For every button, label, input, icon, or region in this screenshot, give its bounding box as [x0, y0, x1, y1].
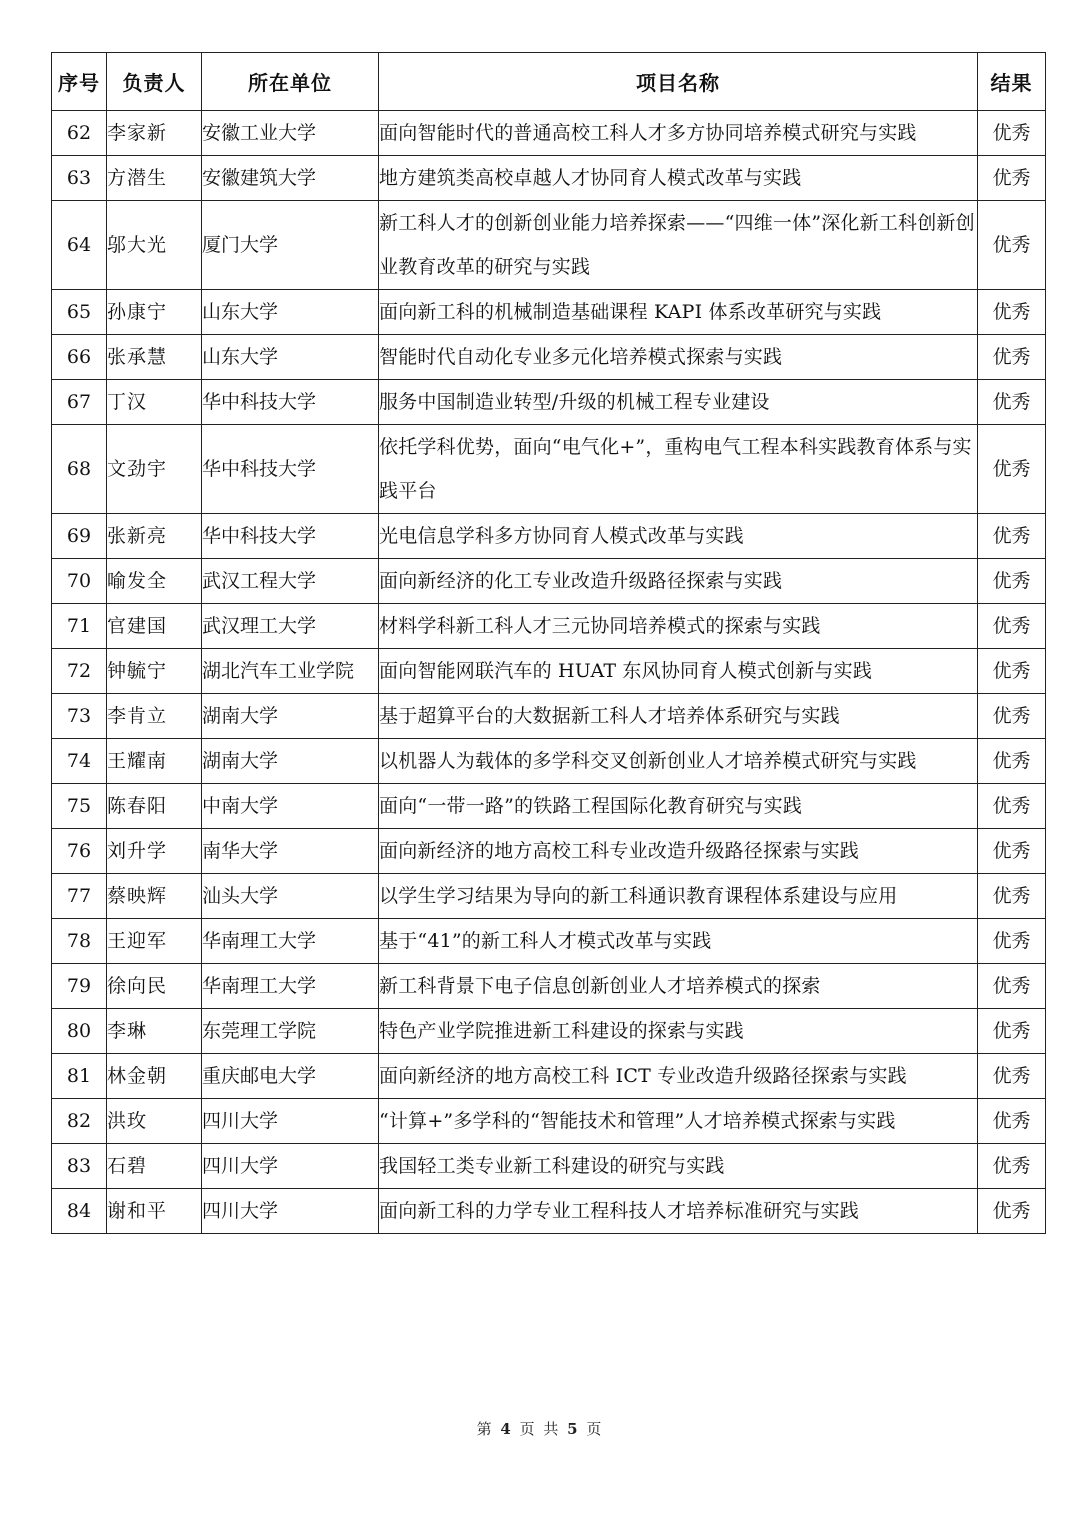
row-unit: 汕头大学 — [202, 874, 379, 919]
table-row — [52, 380, 1046, 425]
row-unit: 安徽建筑大学 — [202, 156, 379, 201]
row-result: 优秀 — [978, 919, 1046, 964]
row-result: 优秀 — [978, 874, 1046, 919]
row-project-title: 光电信息学科多方协同育人模式改革与实践 — [379, 514, 978, 559]
row-person: 陈春阳 — [107, 784, 202, 829]
row-project-title: 面向新工科的力学专业工程科技人才培养标准研究与实践 — [379, 1189, 978, 1234]
row-person: 文劲宇 — [107, 425, 202, 514]
row-person: 蔡映辉 — [107, 874, 202, 919]
row-number: 67 — [52, 380, 107, 425]
footer-current-page: 4 — [500, 1420, 513, 1438]
row-person: 刘升学 — [107, 829, 202, 874]
row-unit: 湖北汽车工业学院 — [202, 649, 379, 694]
row-project-title: 以机器人为载体的多学科交叉创新创业人才培养模式研究与实践 — [379, 739, 978, 784]
row-number: 72 — [52, 649, 107, 694]
row-result: 优秀 — [978, 1144, 1046, 1189]
table-row — [52, 111, 1046, 156]
row-number: 75 — [52, 784, 107, 829]
table-row — [52, 290, 1046, 335]
row-project-title: 依托学科优势，面向“电气化+”，重构电气工程本科实践教育体系与实践平台 — [379, 425, 978, 514]
row-unit: 中南大学 — [202, 784, 379, 829]
row-project-title: 智能时代自动化专业多元化培养模式探索与实践 — [379, 335, 978, 380]
row-person: 钟毓宁 — [107, 649, 202, 694]
row-result: 优秀 — [978, 156, 1046, 201]
table-row — [52, 604, 1046, 649]
table-row — [52, 1099, 1046, 1144]
row-project-title: 基于超算平台的大数据新工科人才培养体系研究与实践 — [379, 694, 978, 739]
row-person: 丁汉 — [107, 380, 202, 425]
row-result: 优秀 — [978, 739, 1046, 784]
table-row — [52, 964, 1046, 1009]
row-unit: 四川大学 — [202, 1189, 379, 1234]
row-unit: 华南理工大学 — [202, 964, 379, 1009]
row-number: 78 — [52, 919, 107, 964]
row-result: 优秀 — [978, 694, 1046, 739]
row-unit: 重庆邮电大学 — [202, 1054, 379, 1099]
row-person: 石碧 — [107, 1144, 202, 1189]
row-unit: 湖南大学 — [202, 739, 379, 784]
table-row — [52, 739, 1046, 784]
header-title: 项目名称 — [379, 53, 978, 111]
row-number: 68 — [52, 425, 107, 514]
footer-prefix: 第 — [476, 1420, 494, 1438]
row-result: 优秀 — [978, 964, 1046, 1009]
row-number: 77 — [52, 874, 107, 919]
row-number: 82 — [52, 1099, 107, 1144]
row-unit: 山东大学 — [202, 335, 379, 380]
row-project-title: 新工科人才的创新创业能力培养探索——“四维一体”深化新工科创新创业教育改革的研究与实践 — [379, 201, 978, 290]
row-result: 优秀 — [978, 829, 1046, 874]
row-number: 70 — [52, 559, 107, 604]
row-number: 73 — [52, 694, 107, 739]
row-project-title: 面向新经济的地方高校工科 ICT 专业改造升级路径探索与实践 — [379, 1054, 978, 1099]
row-number: 65 — [52, 290, 107, 335]
row-unit: 四川大学 — [202, 1144, 379, 1189]
header-unit: 所在单位 — [202, 53, 379, 111]
table-row — [52, 829, 1046, 874]
row-number: 79 — [52, 964, 107, 1009]
row-unit: 山东大学 — [202, 290, 379, 335]
row-number: 76 — [52, 829, 107, 874]
row-person: 邬大光 — [107, 201, 202, 290]
row-result: 优秀 — [978, 1054, 1046, 1099]
row-number: 81 — [52, 1054, 107, 1099]
table-row — [52, 1144, 1046, 1189]
row-project-title: 特色产业学院推进新工科建设的探索与实践 — [379, 1009, 978, 1054]
row-unit: 华中科技大学 — [202, 380, 379, 425]
row-person: 张承慧 — [107, 335, 202, 380]
row-unit: 南华大学 — [202, 829, 379, 874]
footer-middle: 页 共 — [519, 1420, 561, 1438]
table-row — [52, 919, 1046, 964]
row-number: 74 — [52, 739, 107, 784]
row-unit: 武汉工程大学 — [202, 559, 379, 604]
row-number: 71 — [52, 604, 107, 649]
row-person: 王迎军 — [107, 919, 202, 964]
row-unit: 四川大学 — [202, 1099, 379, 1144]
row-project-title: 新工科背景下电子信息创新创业人才培养模式的探索 — [379, 964, 978, 1009]
row-project-title: 面向新经济的地方高校工科专业改造升级路径探索与实践 — [379, 829, 978, 874]
table-row — [52, 1054, 1046, 1099]
row-number: 84 — [52, 1189, 107, 1234]
table-row — [52, 559, 1046, 604]
row-project-title: 面向“一带一路”的铁路工程国际化教育研究与实践 — [379, 784, 978, 829]
table-row — [52, 156, 1046, 201]
row-number: 62 — [52, 111, 107, 156]
row-result: 优秀 — [978, 111, 1046, 156]
row-number: 64 — [52, 201, 107, 290]
row-project-title: “计算+”多学科的“智能技术和管理”人才培养模式探索与实践 — [379, 1099, 978, 1144]
table-row — [52, 1189, 1046, 1234]
row-person: 喻发全 — [107, 559, 202, 604]
row-project-title: 我国轻工类专业新工科建设的研究与实践 — [379, 1144, 978, 1189]
row-result: 优秀 — [978, 380, 1046, 425]
row-project-title: 地方建筑类高校卓越人才协同育人模式改革与实践 — [379, 156, 978, 201]
row-person: 王耀南 — [107, 739, 202, 784]
row-project-title: 面向智能网联汽车的 HUAT 东风协同育人模式创新与实践 — [379, 649, 978, 694]
row-person: 方潜生 — [107, 156, 202, 201]
row-project-title: 材料学科新工科人才三元协同培养模式的探索与实践 — [379, 604, 978, 649]
row-result: 优秀 — [978, 335, 1046, 380]
row-unit: 华中科技大学 — [202, 425, 379, 514]
table-row — [52, 649, 1046, 694]
row-project-title: 服务中国制造业转型/升级的机械工程专业建设 — [379, 380, 978, 425]
row-person: 李琳 — [107, 1009, 202, 1054]
row-result: 优秀 — [978, 290, 1046, 335]
row-unit: 湖南大学 — [202, 694, 379, 739]
row-person: 徐向民 — [107, 964, 202, 1009]
row-person: 张新亮 — [107, 514, 202, 559]
row-result: 优秀 — [978, 514, 1046, 559]
row-project-title: 以学生学习结果为导向的新工科通识教育课程体系建设与应用 — [379, 874, 978, 919]
row-person: 林金朝 — [107, 1054, 202, 1099]
row-unit: 厦门大学 — [202, 201, 379, 290]
table-row — [52, 1009, 1046, 1054]
row-unit: 华中科技大学 — [202, 514, 379, 559]
table-row — [52, 694, 1046, 739]
row-person: 谢和平 — [107, 1189, 202, 1234]
row-unit: 华南理工大学 — [202, 919, 379, 964]
row-project-title: 面向智能时代的普通高校工科人才多方协同培养模式研究与实践 — [379, 111, 978, 156]
row-result: 优秀 — [978, 1009, 1046, 1054]
row-project-title: 基于“41”的新工科人才模式改革与实践 — [379, 919, 978, 964]
footer-total-pages: 5 — [567, 1420, 580, 1438]
row-unit: 安徽工业大学 — [202, 111, 379, 156]
row-result: 优秀 — [978, 201, 1046, 290]
row-project-title: 面向新经济的化工专业改造升级路径探索与实践 — [379, 559, 978, 604]
row-number: 69 — [52, 514, 107, 559]
row-result: 优秀 — [978, 649, 1046, 694]
header-no: 序号 — [52, 53, 107, 111]
row-unit: 东莞理工学院 — [202, 1009, 379, 1054]
footer-suffix: 页 — [586, 1420, 604, 1438]
table-row — [52, 874, 1046, 919]
row-person: 官建国 — [107, 604, 202, 649]
table-row — [52, 514, 1046, 559]
row-number: 83 — [52, 1144, 107, 1189]
table-row — [52, 201, 1046, 290]
header-result: 结果 — [978, 53, 1046, 111]
row-person: 李肯立 — [107, 694, 202, 739]
row-result: 优秀 — [978, 1189, 1046, 1234]
page-footer — [0, 1418, 1080, 1439]
row-result: 优秀 — [978, 604, 1046, 649]
row-result: 优秀 — [978, 425, 1046, 514]
row-result: 优秀 — [978, 559, 1046, 604]
row-result: 优秀 — [978, 784, 1046, 829]
table-header-row — [52, 53, 1046, 111]
header-person: 负责人 — [107, 53, 202, 111]
row-person: 孙康宁 — [107, 290, 202, 335]
row-number: 80 — [52, 1009, 107, 1054]
table-row — [52, 784, 1046, 829]
row-project-title: 面向新工科的机械制造基础课程 KAPI 体系改革研究与实践 — [379, 290, 978, 335]
row-person: 李家新 — [107, 111, 202, 156]
row-number: 66 — [52, 335, 107, 380]
row-person: 洪玫 — [107, 1099, 202, 1144]
row-number: 63 — [52, 156, 107, 201]
table-row — [52, 335, 1046, 380]
row-unit: 武汉理工大学 — [202, 604, 379, 649]
projects-table — [51, 52, 1046, 1234]
row-result: 优秀 — [978, 1099, 1046, 1144]
table-row — [52, 425, 1046, 514]
